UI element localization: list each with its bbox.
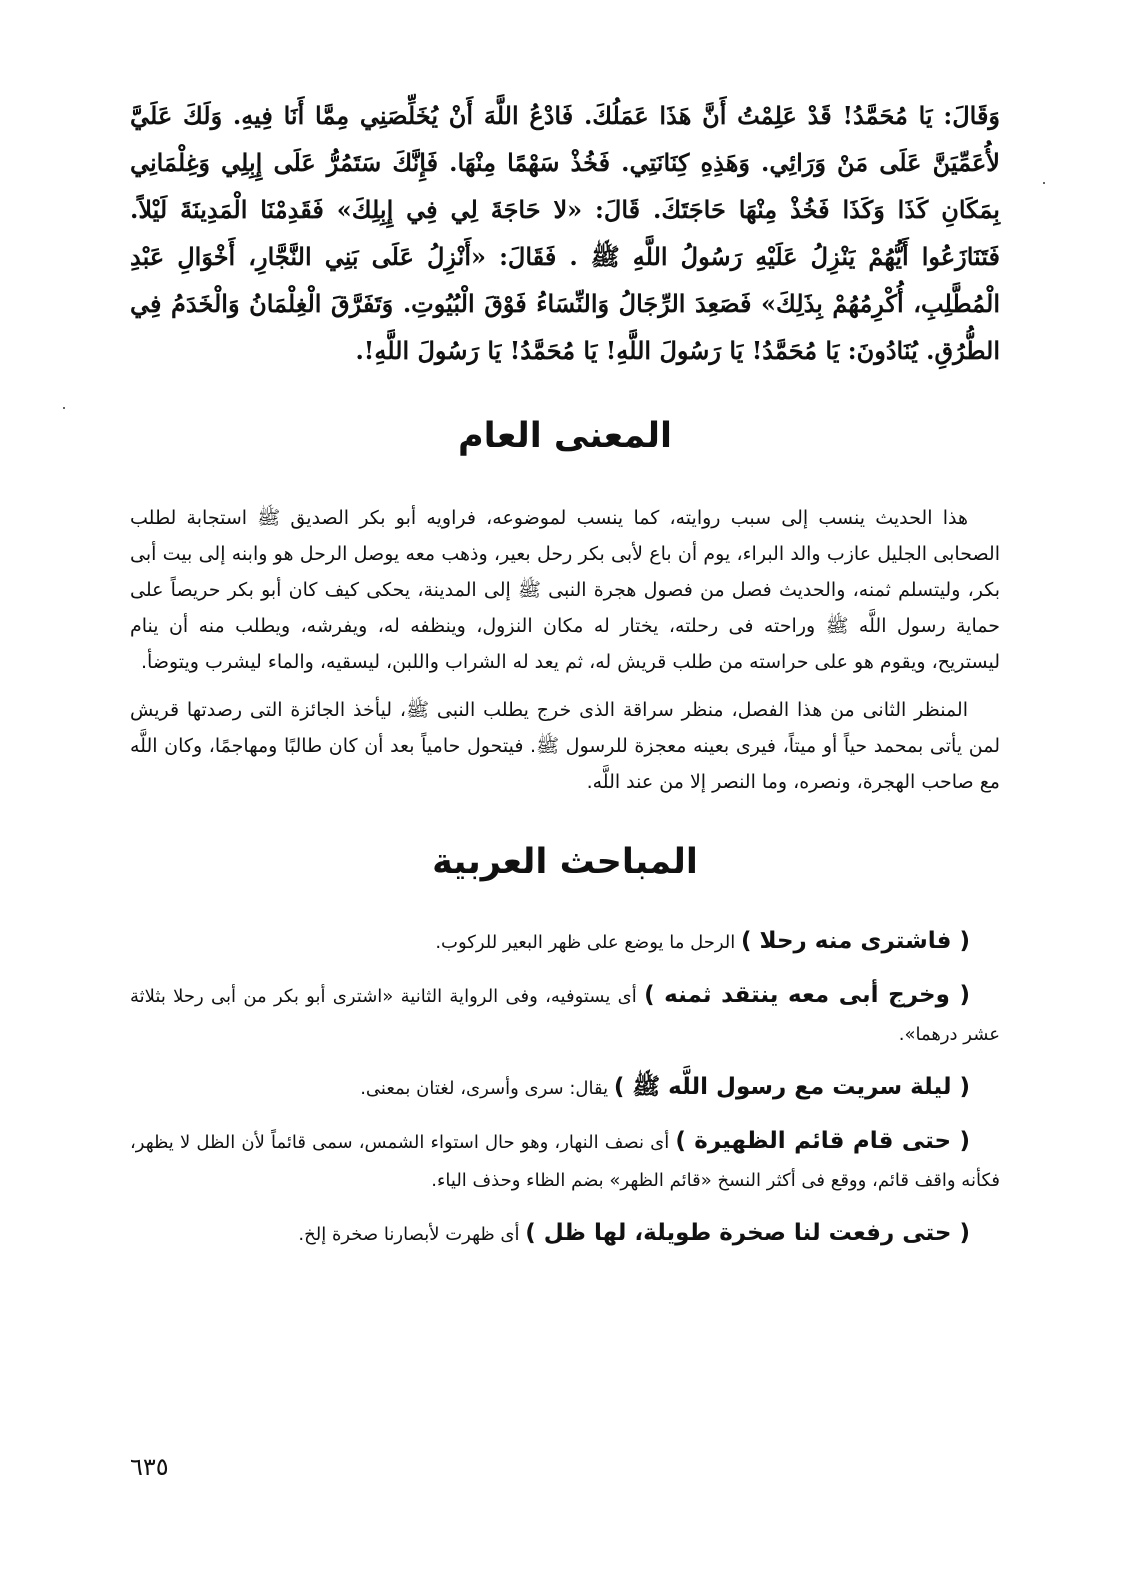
glossary-entry: [130, 922, 1000, 962]
glossary-entry: [130, 1214, 1000, 1254]
page-number: ٦٣٥: [130, 1453, 169, 1481]
body-paragraph: المنظر الثانى من هذا الفصل، منظر سراقة الذى خرج يطلب النبى ﷺ، ليأخذ الجائزة التى رصدتها قريش لمن يأتى بمحمد حياً أو ميتاً، فيرى بعينه معجزة للرسول ﷺ. فيتحول حامياً بعد أن كان طالبًا ومهاجمًا، وكان اللَّه مع صاحب الهجرة، ونصره، وما النصر إلا من عند اللَّه.: [130, 699, 1000, 793]
glossary-entry: [130, 1122, 1000, 1200]
glossary-entry: [130, 1068, 1000, 1108]
glossary-explanation: أى يستوفيه، وفى الرواية الثانية «اشترى أبو بكر من أبى رحلا بثلاثة عشر درهما».: [130, 986, 1000, 1045]
glossary-explanation: أى نصف النهار، وهو حال استواء الشمس، سمى قائماً لأن الظل لا يظهر، فكأنه واقف قائم، ووقع فى أكثر النسخ «قائم الظهر» بضم الظاء وحذف الياء.: [130, 1132, 1000, 1191]
body-paragraph: هذا الحديث ينسب إلى سبب روايته، كما ينسب لموضوعه، فراويه أبو بكر الصديق ﷺ استجابة لطلب الصحابى الجليل عازب والد البراء، يوم أن باع لأبى بكر رحل بعير، وذهب معه يوصل الرحل هو وابنه إلى بيت أبى بكر، وليتسلم ثمنه، والحديث فصل من فصول هجرة النبى ﷺ إلى المدينة، يحكى كيف كان أبو بكر حريصاً على حماية رسول اللَّه ﷺ وراحته فى رحلته، يختار له مكان النزول، وينظفه له، ويفرشه، ويطلب منه أن ينام ليستريح، ويقوم هو على حراسته من طلب قريش له، ثم يعد له الشراب واللبن، ليسقيه، والماء ليشرب ويتوضأ.: [130, 507, 1000, 673]
scan-speck: [1043, 182, 1045, 184]
section-heading-general-meaning: المعنى العام: [458, 416, 672, 456]
hadith-text: وَقَالَ: يَا مُحَمَّدُ! قَدْ عَلِمْتُ أَنَّ هَذَا عَمَلُكَ. فَادْعُ اللَّهَ أَنْ يُخَلِّصَنِي مِمَّا أَنَا فِيهِ. وَلَكَ عَلَيَّ لأُعَمِّيَنَّ عَلَى مَنْ وَرَائِي. وَهَذِهِ كِنَانَتِي. فَخُذْ سَهْمًا مِنْهَا. فَإِنَّكَ سَتَمُرُّ عَلَى إِبِلِي وَغِلْمَانِي بِمَكَانِ كَذَا وَكَذَا فَخُذْ مِنْهَا حَاجَتَكَ. قَالَ: «لا حَاجَةَ لِي فِي إِبِلِكَ» فَقَدِمْنَا الْمَدِينَةَ لَيْلاً. فَتَنَازَعُوا أَيُّهُمْ يَنْزِلُ عَلَيْهِ رَسُولُ اللَّهِ ﷺ . فَقَالَ: «أَنْزِلُ عَلَى بَنِي النَّجَّارِ، أَخْوَالِ عَبْدِ الْمُطَّلِبِ، أُكْرِمُهُمْ بِذَلِكَ» فَصَعِدَ الرِّجَالُ وَالنِّسَاءُ فَوْقَ الْبُيُوتِ. وَتَفَرَّقَ الْغِلْمَانُ وَالْخَدَمُ فِي الطُّرُقِ. يُنَادُونَ: يَا مُحَمَّدُ! يَا رَسُولَ اللَّهِ! يَا مُحَمَّدُ! يَا رَسُولَ اللَّهِ!.: [130, 101, 1000, 365]
glossary-term: ( ليلة سريت مع رسول اللَّه ﷺ ): [613, 1074, 970, 1100]
glossary-term: ( حتى قام قائم الظهيرة ): [675, 1128, 970, 1154]
scan-speck: [63, 407, 65, 409]
glossary-explanation: يقال: سرى وأسرى، لغتان بمعنى.: [360, 1078, 614, 1099]
glossary-term: ( حتى رفعت لنا صخرة طويلة، لها ظل ): [525, 1220, 970, 1246]
glossary-term: ( وخرج أبى معه ينتقد ثمنه ): [644, 982, 970, 1008]
section-heading-arabic-studies: المباحث العربية: [432, 842, 698, 882]
glossary-explanation: الرحل ما يوضع على ظهر البعير للركوب.: [435, 932, 741, 953]
glossary-entry: [130, 976, 1000, 1054]
glossary-term: ( فاشترى منه رحلا ): [740, 928, 970, 954]
page-content: [130, 92, 1000, 1268]
glossary-explanation: أى ظهرت لأبصارنا صخرة إلخ.: [298, 1224, 526, 1245]
